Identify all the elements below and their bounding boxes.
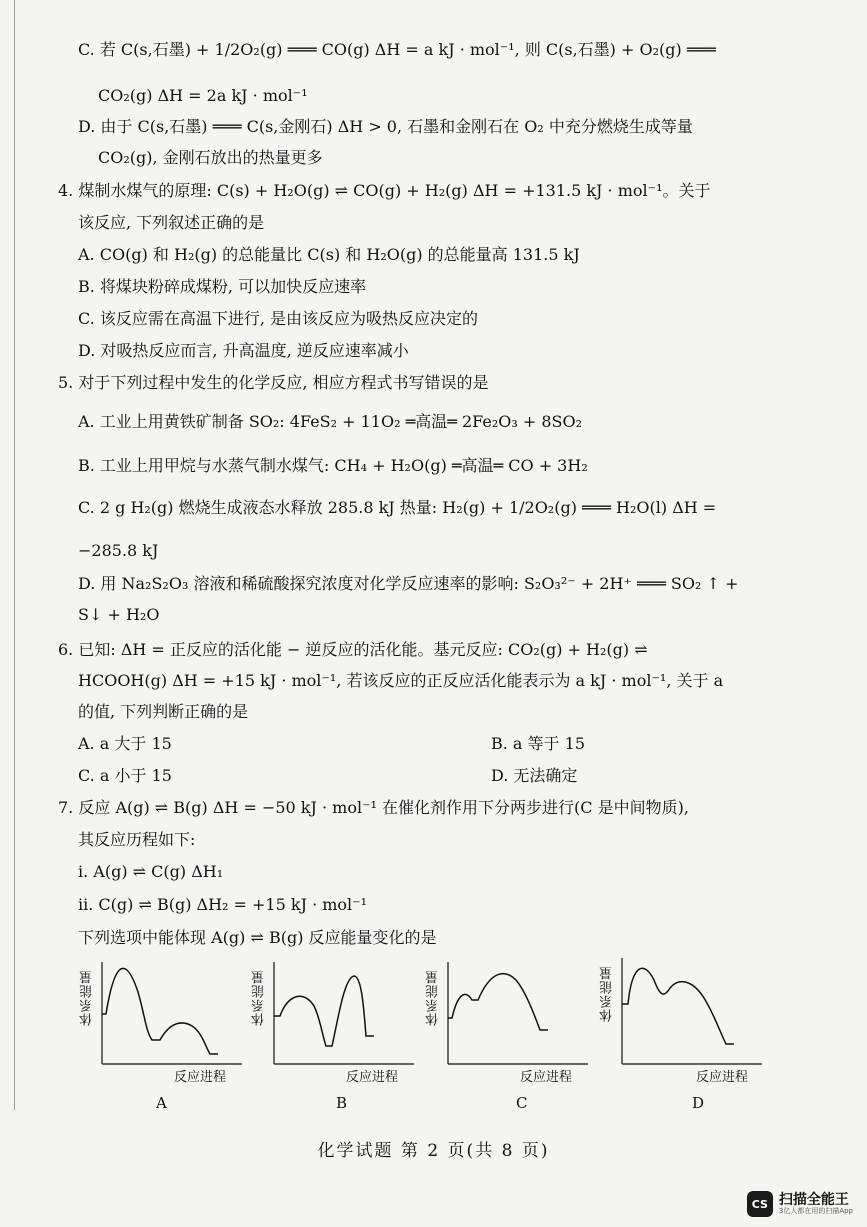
q5-option-d-line1: D. 用 Na₂S₂O₃ 溶液和稀硫酸探究浓度对化学反应速率的影响: S₂O₃²⁻ + 2H⁺ ═══ SO₂ ↑ +: [78, 574, 739, 593]
q6-stem-line2: HCOOH(g) ΔH = +15 kJ · mol⁻¹, 若该反应的正反应活化能表示为 a kJ · mol⁻¹, 关于 a: [78, 671, 724, 690]
q3-option-d-line1: D. 由于 C(s,石墨) ═══ C(s,金刚石) ΔH > 0, 石墨和金刚石在 O₂ 中充分燃烧生成等量: [78, 117, 693, 136]
q7-stem-line2: 其反应历程如下:: [78, 830, 196, 849]
figure-c-plot: [440, 962, 590, 1072]
cs-logo-icon: CS: [747, 1191, 773, 1217]
q4-stem-line2: 该反应, 下列叙述正确的是: [78, 213, 265, 232]
figure-c-ylabel: 体系能量: [426, 970, 441, 1026]
q5-option-c-line2: −285.8 kJ: [78, 541, 159, 560]
scanner-watermark: [747, 1191, 853, 1217]
page-left-edge: [14, 0, 15, 1110]
figure-c-xlabel: 反应进程: [520, 1070, 573, 1085]
q7-step-i: ⅰ. A(g) ⇌ C(g) ΔH₁: [78, 862, 224, 881]
figure-c-letter: C: [516, 1094, 528, 1112]
q4-option-c: C. 该反应需在高温下进行, 是由该反应为吸热反应决定的: [78, 309, 479, 328]
figure-a-letter: A: [156, 1094, 167, 1112]
q5-option-c-line1: C. 2 g H₂(g) 燃烧生成液态水释放 285.8 kJ 热量: H₂(g) + 1/2O₂(g) ═══ H₂O(l) ΔH =: [78, 498, 717, 517]
q5-option-d-line2: S↓ + H₂O: [78, 605, 160, 624]
figure-b: [250, 962, 420, 1112]
brand-text: [779, 1193, 853, 1216]
q6-option-c: C. a 小于 15: [78, 766, 172, 785]
q6-stem-line1: 6. 已知: ΔH = 正反应的活化能 − 逆反应的活化能。基元反应: CO₂(g) + H₂(g) ⇌: [58, 640, 648, 659]
q5-stem: 5. 对于下列过程中发生的化学反应, 相应方程式书写错误的是: [58, 373, 489, 392]
figure-d-xlabel: 反应进程: [696, 1070, 749, 1085]
figure-d-ylabel: 体系能量: [600, 966, 615, 1022]
q3-option-c-line1: C. 若 C(s,石墨) + 1/2O₂(g) ═══ CO(g) ΔH = a kJ · mol⁻¹, 则 C(s,石墨) + O₂(g) ═══: [78, 40, 716, 59]
figure-c: [424, 962, 594, 1112]
q6-option-b: B. a 等于 15: [491, 734, 586, 753]
figure-a-ylabel: 体系能量: [80, 970, 95, 1026]
q7-stem-line3: 下列选项中能体现 A(g) ⇌ B(g) 反应能量变化的是: [78, 928, 437, 947]
figure-b-xlabel: 反应进程: [346, 1070, 399, 1085]
q4-stem-line1: 4. 煤制水煤气的原理: C(s) + H₂O(g) ⇌ CO(g) + H₂(g) ΔH = +131.5 kJ · mol⁻¹。关于: [58, 181, 711, 200]
q6-option-d: D. 无法确定: [491, 766, 578, 785]
figure-a: [78, 962, 248, 1112]
brand-name: 扫描全能王: [778, 1191, 849, 1208]
figure-b-ylabel: 体系能量: [252, 970, 267, 1026]
figure-d: [598, 962, 768, 1112]
figure-b-letter: B: [336, 1094, 348, 1112]
q3-option-d-line2: CO₂(g), 金刚石放出的热量更多: [98, 148, 323, 167]
figure-a-plot: [94, 962, 244, 1072]
q6-option-a: A. a 大于 15: [78, 734, 172, 753]
q4-option-a: A. CO(g) 和 H₂(g) 的总能量比 C(s) 和 H₂O(g) 的总能量高 131.5 kJ: [78, 245, 580, 264]
q4-option-b: B. 将煤块粉碎成煤粉, 可以加快反应速率: [78, 277, 367, 296]
figure-d-letter: D: [692, 1094, 705, 1112]
q5-option-b: B. 工业上用甲烷与水蒸气制水煤气: CH₄ + H₂O(g) ═高温═ CO + 3H₂: [78, 456, 588, 475]
q5-option-a: A. 工业上用黄铁矿制备 SO₂: 4FeS₂ + 11O₂ ═高温═ 2Fe₂O₃ + 8SO₂: [78, 412, 583, 431]
q4-option-d: D. 对吸热反应而言, 升高温度, 逆反应速率减小: [78, 341, 409, 360]
q3-option-c-line2: CO₂(g) ΔH = 2a kJ · mol⁻¹: [98, 86, 308, 105]
page-footer: 化学试题 第 2 页(共 8 页): [317, 1141, 550, 1161]
figure-a-xlabel: 反应进程: [174, 1070, 227, 1085]
figure-b-plot: [266, 962, 416, 1072]
q7-stem-line1: 7. 反应 A(g) ⇌ B(g) ΔH = −50 kJ · mol⁻¹ 在催化剂作用下分两步进行(C 是中间物质),: [58, 798, 689, 817]
q7-step-ii: ⅱ. C(g) ⇌ B(g) ΔH₂ = +15 kJ · mol⁻¹: [78, 895, 368, 914]
brand-tagline: 3亿人都在用的扫描App: [778, 1206, 853, 1215]
q6-stem-line3: 的值, 下列判断正确的是: [78, 702, 249, 721]
figure-d-plot: [614, 962, 764, 1072]
